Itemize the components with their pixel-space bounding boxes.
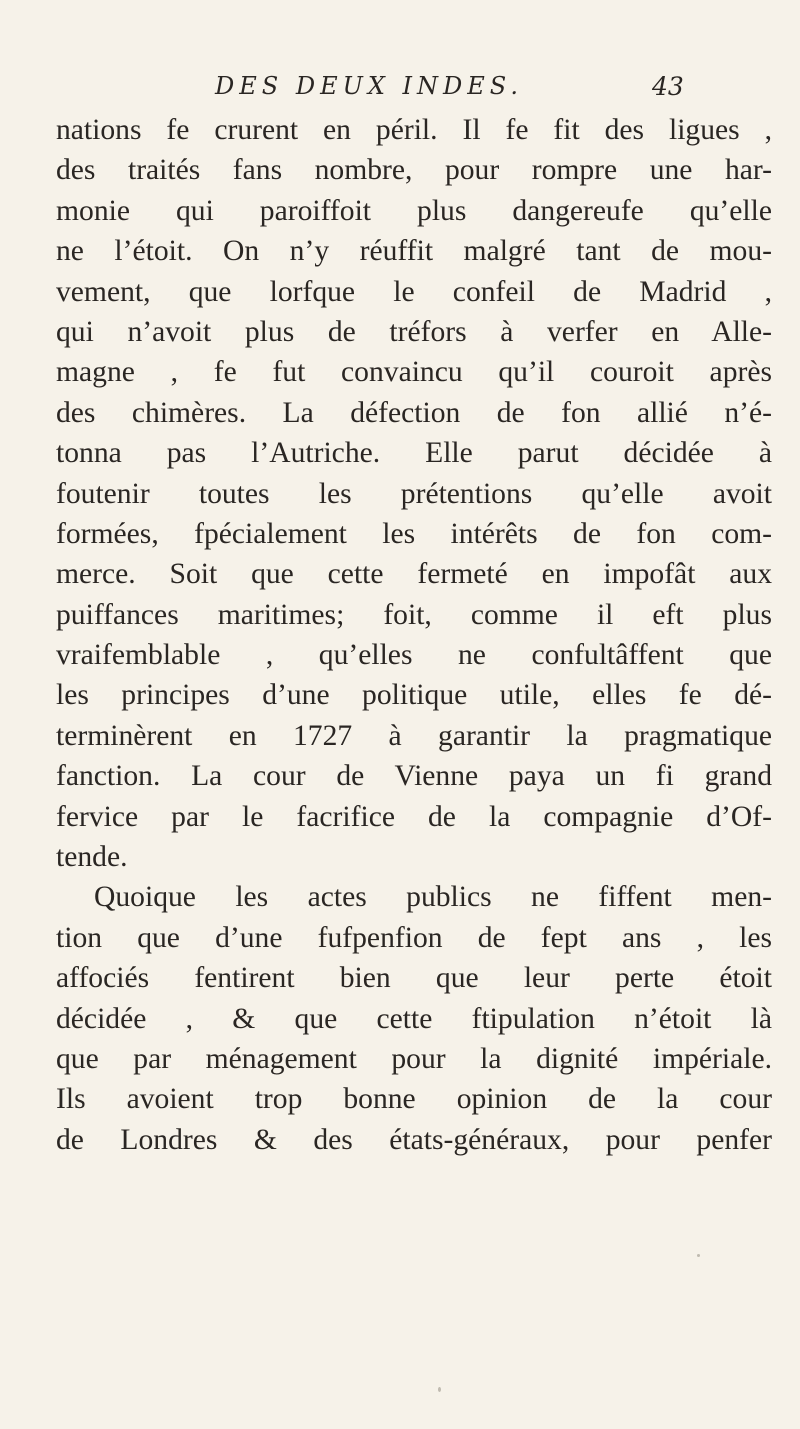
text-line: affociés fentirent bien que leur perte étoit: [56, 962, 772, 995]
text-line: formées, fpécialement les intérêts de fon com-: [56, 517, 772, 550]
text-line: monie qui paroiffoit plus dangereufe qu’elle: [56, 194, 772, 227]
text-line: magne , fe fut convaincu qu’il couroit après: [56, 356, 772, 389]
text-line: qui n’avoit plus de tréfors à verfer en Alle-: [56, 315, 772, 348]
text-line: Ils avoient trop bonne opinion de la cour: [56, 1083, 772, 1116]
text-line: les principes d’une politique utile, elles fe dé-: [56, 679, 772, 712]
paper-speck: [697, 1254, 700, 1257]
text-line: fanction. La cour de Vienne paya un fi grand: [56, 760, 772, 793]
running-title: DES DEUX INDES.: [215, 72, 523, 100]
text-line: vement, que lorfque le confeil de Madrid ,: [56, 275, 772, 308]
text-line: ne l’étoit. On n’y réuffit malgré tant de mou-: [56, 235, 772, 268]
text-line: des chimères. La défection de fon allié n’é-: [56, 396, 772, 429]
text-line: tonna pas l’Autriche. Elle parut décidée à: [56, 437, 772, 470]
text-line: puiffances maritimes; foit, comme il eft plus: [56, 598, 772, 631]
text-line: tion que d’une fufpenfion de fept ans , les: [56, 921, 772, 954]
text-line: décidée , & que cette ftipulation n’étoit là: [56, 1002, 772, 1035]
text-line: terminèrent en 1727 à garantir la pragmatique: [56, 719, 772, 752]
page-header: [0, 72, 800, 112]
text-line: merce. Soit que cette fermeté en impofât aux: [56, 558, 772, 591]
text-line: vraifemblable , qu’elles ne confultâffent que: [56, 639, 772, 672]
paper-speck: [438, 1387, 441, 1392]
page-number: 43: [652, 72, 684, 101]
text-line: de Londres & des états-généraux, pour penfer: [56, 1123, 772, 1156]
text-line: nations fe crurent en péril. Il fe fit des ligues ,: [56, 114, 772, 146]
text-line: tende.: [56, 841, 128, 874]
text-line: foutenir toutes les prétentions qu’elle avoit: [56, 477, 772, 510]
text-line: fervice par le facrifice de la compagnie d’Of-: [56, 800, 772, 833]
text-line: que par ménagement pour la dignité impériale.: [56, 1042, 772, 1075]
body-text: [56, 110, 772, 1160]
text-line: des traités fans nombre, pour rompre une har-: [56, 154, 772, 187]
paragraph-first-line: Quoique les actes publics ne fiffent men-: [94, 881, 772, 914]
